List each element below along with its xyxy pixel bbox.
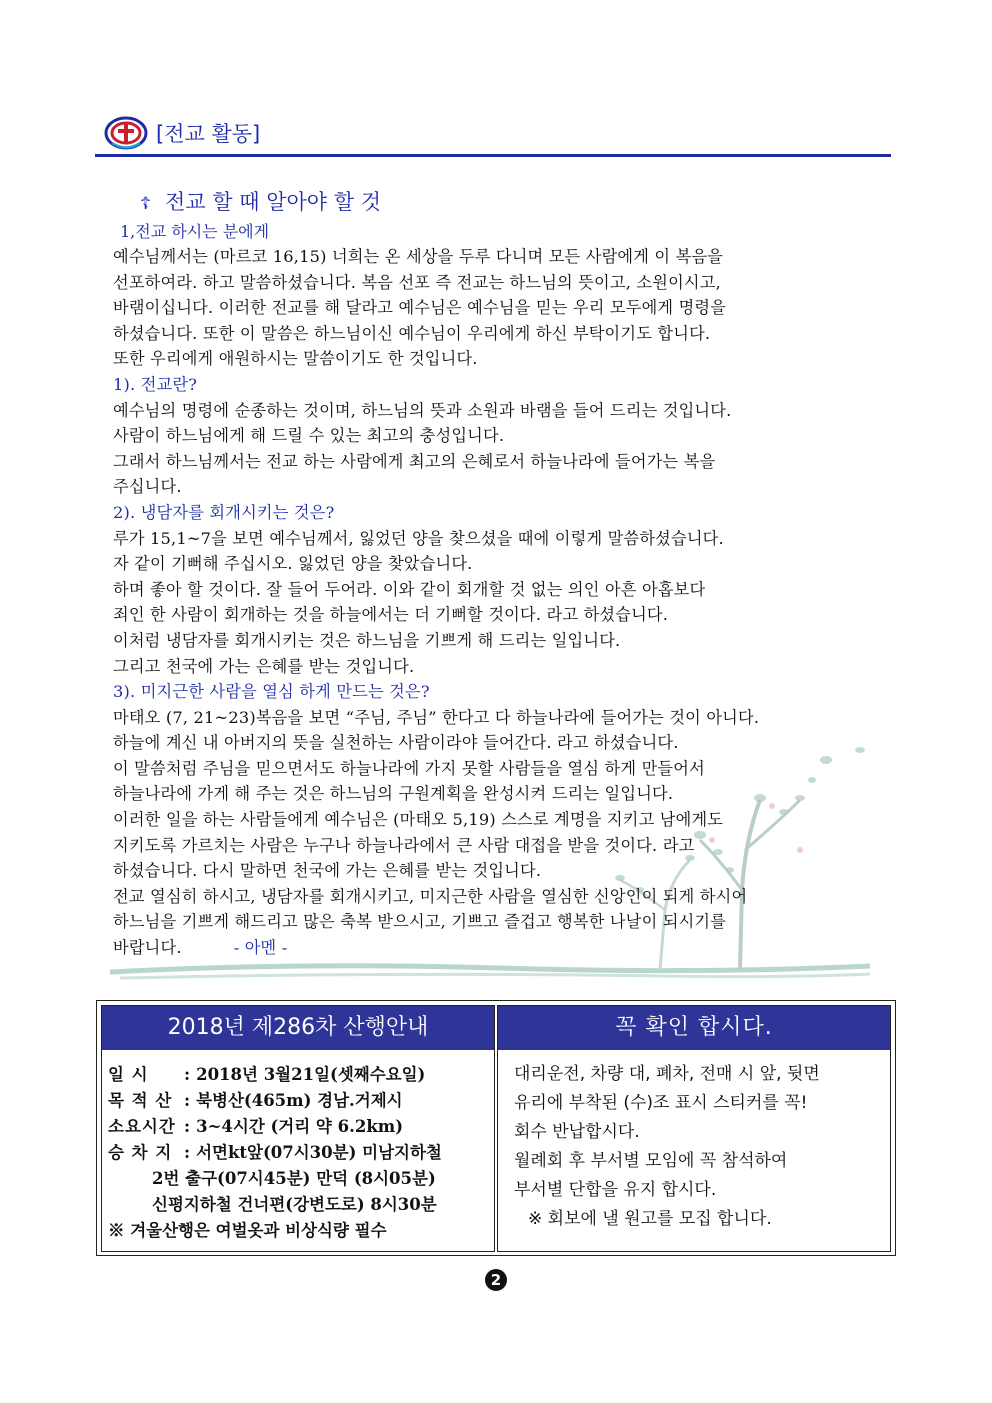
- notice-body: [498, 1050, 890, 1234]
- notice-line: 월례회 후 부서별 모임에 꼭 참석하여: [514, 1151, 788, 1171]
- section-title: [전교 활동]: [156, 122, 261, 146]
- article-line: 마태오 (7, 21~23)복음을 보면 “주님, 주님” 한다고 다 하늘나라에 들어가는 것이 아니다.: [113, 707, 760, 727]
- info-box: [96, 1000, 896, 1256]
- notice-title: 꼭 확인 합시다.: [498, 1006, 890, 1050]
- article-line: 예수님의 명령에 순종하는 것이며, 하느님의 뜻과 소원과 바램을 들어 드리는 것입니다.: [113, 400, 732, 420]
- article-subheading: 2). 냉담자를 회개시키는 것은?: [113, 502, 335, 522]
- article-title: [140, 186, 381, 216]
- notice-line: 유리에 부착된 (수)조 표시 스티커를 꼭!: [514, 1093, 808, 1113]
- article-amen: - 아멘 -: [233, 938, 288, 958]
- article-line: 또한 우리에게 애원하시는 말씀이기도 한 것입니다.: [113, 349, 478, 369]
- schedule-row-duration: 소요시간 : 3~4시간 (거리 약 6.2km): [108, 1117, 404, 1136]
- article-line: 지키도록 가르치는 사람은 누구나 하늘나라에서 큰 사람 대접을 받을 것이다. 라고: [113, 835, 695, 855]
- article-closing-line: [113, 935, 893, 961]
- article-line: 하며 좋아 할 것이다. 잘 들어 두어라. 이와 같이 회개할 것 없는 의인 아흔 아홉보다: [113, 579, 706, 599]
- schedule-row-date: 일 시 : 2018년 3월21일(셋째수요일): [108, 1065, 426, 1084]
- cross-icon: ☦: [140, 194, 152, 214]
- article-body: [113, 244, 893, 961]
- article-line: 이러한 일을 하는 사람들에게 예수님은 (마태오 5,19) 스스로 계명을 지키고 남에게도: [113, 810, 724, 830]
- hiking-panel: [101, 1005, 495, 1252]
- article-line: 바램이십니다. 이러한 전교를 해 달라고 예수님은 예수님을 믿는 우리 모두에게 명령을: [113, 298, 727, 318]
- article-line: 선포하여라. 하고 말씀하셨습니다. 복음 선포 즉 전교는 하느님의 뜻이고, 소원이시고,: [113, 272, 721, 292]
- article-line: 하셨습니다. 또한 이 말씀은 하느님이신 예수님이 우리에게 하신 부탁이기도 합니다.: [113, 323, 711, 343]
- notice-panel: [497, 1005, 891, 1252]
- schedule-row-boarding: 승 차 지 : 서면kt앞(07시30분) 미남지하철: [108, 1143, 442, 1162]
- article-line: 하셨습니다. 다시 말하면 천국에 가는 은혜를 받는 것입니다.: [113, 861, 542, 881]
- article-line: 죄인 한 사람이 회개하는 것을 하늘에서는 더 기뻐할 것이다. 라고 하셨습니다.: [113, 605, 669, 625]
- article-line: 예수님께서는 (마르코 16,15) 너희는 온 세상을 두루 다니며 모든 사람에게 이 복음을: [113, 247, 724, 266]
- section-header: [100, 112, 890, 158]
- article-closing: 바랍니다.: [113, 938, 182, 958]
- article-title-text: 전교 할 때 알아야 할 것: [165, 190, 381, 214]
- article-line: 하늘에 계신 내 아버지의 뜻을 실천하는 사람이라야 들어간다. 라고 하셨습니다.: [113, 733, 679, 753]
- article-subheading: 3). 미지근한 사람을 열심 하게 만드는 것은?: [113, 682, 430, 702]
- hiking-schedule: [102, 1050, 494, 1244]
- schedule-boarding-cont-2: 신평지하철 건너편(강변도로) 8시30분: [152, 1195, 437, 1214]
- schedule-note: ※ 겨울산행은 여벌옷과 비상식량 필수: [108, 1221, 387, 1240]
- intro-heading: 1,전교 하시는 분에게: [120, 222, 270, 241]
- article-line: 사람이 하느님에게 해 드릴 수 있는 최고의 충성입니다.: [113, 426, 505, 446]
- church-cross-logo-icon: [104, 116, 148, 150]
- article-line: 그리고 천국에 가는 은혜를 받는 것입니다.: [113, 656, 415, 676]
- article-line: 주십니다.: [113, 477, 182, 497]
- hiking-title: 2018년 제286차 산행안내: [102, 1006, 494, 1050]
- article-line: 그래서 하느님께서는 전교 하는 사람에게 최고의 은혜로서 하늘나라에 들어가는 복을: [113, 451, 716, 471]
- article-subheading: 1). 전교란?: [113, 374, 198, 394]
- article-line: 이 말씀처럼 주님을 믿으면서도 하늘나라에 가지 못할 사람들을 열심 하게 만들어서: [113, 758, 705, 778]
- notice-line: 대리운전, 차량 대, 폐차, 전매 시 앞, 뒷면: [514, 1064, 820, 1084]
- article-line: 루가 15,1~7을 보면 예수님께서, 잃었던 양을 찾으셨을 때에 이렇게 말씀하셨습니다.: [113, 528, 724, 548]
- header-divider: [95, 154, 891, 157]
- notice-line: 회수 반납합시다.: [514, 1122, 640, 1142]
- schedule-row-mountain: 목 적 산 : 북병산(465m) 경남.거제시: [108, 1091, 403, 1110]
- article-line: 하늘나라에 가게 해 주는 것은 하느님의 구원계획을 완성시켜 드리는 일입니다.: [113, 784, 674, 804]
- article-line: 전교 열심히 하시고, 냉담자를 회개시키고, 미지근한 사람을 열심한 신앙인이 되게 하시어: [113, 886, 748, 906]
- article-line: 자 같이 기뻐해 주십시오. 잃었던 양을 찾았습니다.: [113, 554, 473, 574]
- article-line: 이처럼 냉담자를 회개시키는 것은 하느님을 기쁘게 해 드리는 일입니다.: [113, 630, 621, 650]
- notice-line: 부서별 단합을 유지 합시다.: [514, 1180, 717, 1200]
- article-line: 하느님을 기쁘게 해드리고 많은 축복 받으시고, 기쁘고 즐겁고 행복한 나날이 되시기를: [113, 912, 727, 932]
- notice-line-call-for-articles: ※ 회보에 낼 원고를 모집 합니다.: [528, 1209, 772, 1229]
- schedule-boarding-cont-1: 2번 출구(07시45분) 만덕 (8시05분): [152, 1169, 436, 1188]
- page-number: 2: [485, 1269, 507, 1291]
